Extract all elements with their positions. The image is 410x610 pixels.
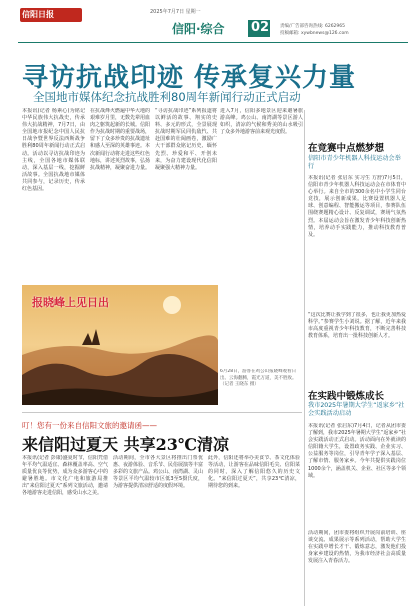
section-title: 信阳·综合 (172, 22, 225, 36)
lead-subtitle: 全国地市媒体纪念抗战胜利80周年新闻行动正式启动 (33, 90, 301, 104)
robot-story-body-2: “这次比赛让我学到了很多，也让我更加热爱科学。”参赛学生小刘说。据了解，近年来我市高度重视青少年科技教育，不断完善科技教育体系，培育出一批科技创新人才。 (308, 312, 406, 340)
photo-caption: 6月28日，游客在鸡公山报晓峰观看日出。云海翻腾，霞光万道，美不胜收。（记者 王晓东 摄） (220, 369, 297, 388)
invitation-banner: 叮！您有一份来自信阳文旅的邀请函—— (22, 421, 157, 430)
practice-story-body: 本报讯(记者 张启东)7月4日，记者从团市委了解到，我市2025年暑期大学生“返家乡”社会实践活动正式启动。活动面向在外就读的信阳籍大学生，设置政务实践、企业实习、公益服务等岗位，引导青年学子深入基层、了解市情、服务家乡。今年共提供实践岗位1000余个，涵盖机关、企业、社区等多个领域。 (308, 423, 406, 479)
masthead (0, 0, 410, 46)
email-line: 投稿邮箱: xywbnews@126.com (280, 31, 349, 36)
editor-line: 责编/广告部咨询热线: 6262965 (280, 24, 346, 29)
lead-column-2: 在抗战烽火燃遍中华大地的艰难岁月里，无数先辈用血肉之躯筑起新的长城。信阳作为抗战时期的重要战场，留下了众多珍贵的抗战遗址和感人至深的英雄事迹。本次新闻行动将走进这些红色地标，讲述英烈故事，弘扬抗战精神，凝聚奋进力量。 (90, 108, 150, 171)
summer-column-1: 本报讯(记者 彭康)盛夏时节，信阳凭借年平均气温适宜、森林覆盖率高、空气质量优良等优势，成为众多游客心中的避暑胜地。市文化广电和旅游局推出“来信阳过夏天”系列文旅活动，邀请各地游客走进信阳，感受山水之美。 (22, 455, 108, 497)
issue-date: 2025年7月7日 星期一 (150, 9, 201, 15)
photo-title: 报晓峰上见日出 (32, 296, 109, 309)
lead-column-3: “寻访抗战印迹”系列报道将以鲜活的故事、翔实的史料、多元的形式，全景展现抗战时期军民同仇敌忾、共赴国难的壮阔画卷，激励广大干部群众铭记历史、缅怀先烈、珍爱和平、开创未来，为奋力建设现代化信阳凝聚强大精神力量。 (155, 108, 217, 171)
page-number: 02 (251, 20, 270, 35)
column-divider (304, 110, 305, 606)
robot-story-subtitle: 信阳市青少年机器人科技运动会举行 (308, 155, 401, 170)
practice-story-heading: 在实践中锻炼成长 (308, 391, 385, 402)
practice-story-subtitle: 我市2025年暑期大学生“返家乡”社会实践活动启动 (308, 402, 405, 417)
newspaper-logo-text: 信阳日报 (22, 9, 54, 19)
robot-story-heading: 在竞赛中点燃梦想 (308, 143, 385, 154)
lead-title: 寻访抗战印迹 传承复兴力量 (22, 63, 357, 93)
section-divider (22, 412, 302, 413)
summer-column-3: 此外，信阳还将举办美食节、茶文化体验等活动，让游客在品味信阳毛尖、信阳菜的同时，深入了解信阳悠久的历史文化。“来信阳过夏天”，共享23℃清凉，期待您的到来。 (208, 455, 300, 490)
header-rule (18, 42, 408, 43)
lead-column-continue: 进入7月，信阳多地景区迎来避暑旅游高峰。鸡公山、南湾湖等景区游人如织，清凉的气候和秀美的山水吸引了众多外地游客前来观光度假。 (220, 108, 303, 136)
lead-column-1: 本报讯(记者 杨素心)为铭记中华民族伟大抗战史，传承伟大抗战精神，7月7日，由全国地市报纪念中国人民抗日战争暨世界反法西斯战争胜利80周年新闻行动正式启动。活动以寻访抗战印迹为主线，全国各地市媒体联动，深入基层一线，挖掘鲜活故事。全国抗战地市媒体共同参与，记录历史，传承红色基因。 (22, 108, 85, 193)
summer-story-title: 来信阳过夏天 共享23℃清凉 (22, 435, 230, 454)
practice-story-body-2: 活动期间，团市委将组织开展岗前培训、座谈交流、成果展示等系列活动，帮助大学生在实践中增长才干、锻炼意志，激发他们投身家乡建设的热情，为我市经济社会高质量发展注入青春活力。 (308, 530, 406, 565)
summer-column-2: 活动期间，全市各大景区将推出门票优惠、夜游体验、音乐节、民俗展演等丰富多彩的文旅产品。鸡公山、南湾湖、灵山等景区平均气温较市区低3至5摄氏度，为游客提供清凉舒适的度假环境。 (113, 455, 203, 490)
robot-story-body: 本报讯(记者 张启东 实习生 方舒)7月5日，信阳市青少年机器人科技运动会在市体育中心举行。来自全市的300余名中小学生同台竞技，展示创新成果。比赛设置机器人足球、创意编程、智能搬运等项目，参赛队伍围绕赛题精心设计、反复调试，赛场气氛热烈。本届运动会旨在激发青少年科技创新热情，培养动手实践能力，推动科技教育普及。 (308, 175, 406, 238)
